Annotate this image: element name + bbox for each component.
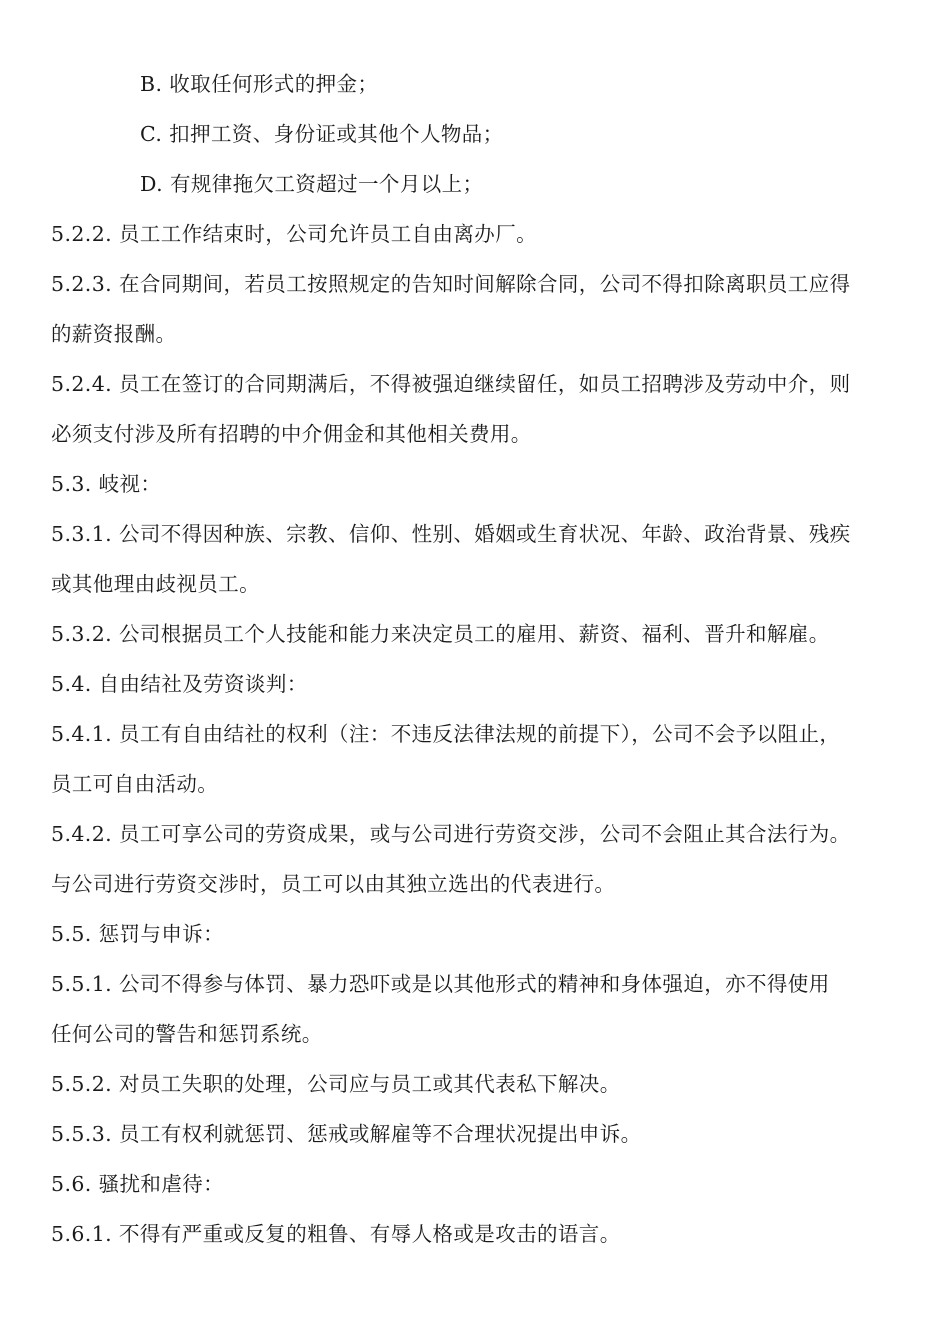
clause-5-4-1-cont: 员工可自由活动。 <box>51 772 219 796</box>
clause-5-4-2: 5.4.2. 员工可享公司的劳资成果，或与公司进行劳资交涉，公司不会阻止其合法行为。 <box>51 822 851 846</box>
clause-5-2-4: 5.2.4. 员工在签订的合同期满后，不得被强迫继续留任，如员工招聘涉及劳动中介，则 <box>51 372 851 396</box>
clause-5-2-3: 5.2.3. 在合同期间，若员工按照规定的告知时间解除合同，公司不得扣除离职员工应得 <box>51 272 851 296</box>
clause-5-5-3: 5.5.3. 员工有权利就惩罚、惩戒或解雇等不合理状况提出申诉。 <box>51 1122 642 1146</box>
section-5-6-heading: 5.6. 骚扰和虐待： <box>51 1172 225 1196</box>
list-item-b: B. 收取任何形式的押金； <box>140 72 379 96</box>
clause-5-3-1-cont: 或其他理由歧视员工。 <box>51 572 260 596</box>
section-5-5-heading: 5.5. 惩罚与申诉： <box>51 922 225 946</box>
section-5-3-heading: 5.3. 岐视： <box>51 472 162 496</box>
clause-5-3-2: 5.3.2. 公司根据员工个人技能和能力来决定员工的雇用、薪资、福利、晋升和解雇。 <box>51 622 830 646</box>
clause-5-2-2: 5.2.2. 员工工作结束时，公司允许员工自由离办厂。 <box>51 222 537 246</box>
clause-5-6-1: 5.6.1. 不得有严重或反复的粗鲁、有辱人格或是攻击的语言。 <box>51 1222 621 1246</box>
list-item-d: D. 有规律拖欠工资超过一个月以上； <box>140 172 484 196</box>
list-item-c: C. 扣押工资、身份证或其他个人物品； <box>140 122 504 146</box>
clause-5-5-1: 5.5.1. 公司不得参与体罚、暴力恐吓或是以其他形式的精神和身体强迫，亦不得使用 <box>51 972 830 996</box>
clause-5-2-4-cont: 必须支付涉及所有招聘的中介佣金和其他相关费用。 <box>51 422 532 446</box>
clause-5-5-1-cont: 任何公司的警告和惩罚系统。 <box>51 1022 323 1046</box>
section-5-4-heading: 5.4. 自由结社及劳资谈判： <box>51 672 308 696</box>
clause-5-4-1: 5.4.1. 员工有自由结社的权利（注：不违反法律法规的前提下），公司不会予以阻止， <box>51 722 841 746</box>
clause-5-2-3-cont: 的薪资报酬。 <box>51 322 177 346</box>
clause-5-5-2: 5.5.2. 对员工失职的处理，公司应与员工或其代表私下解决。 <box>51 1072 621 1096</box>
clause-5-3-1: 5.3.1. 公司不得因种族、宗教、信仰、性别、婚姻或生育状况、年龄、政治背景、残疾 <box>51 522 851 546</box>
clause-5-4-2-cont: 与公司进行劳资交涉时，员工可以由其独立选出的代表进行。 <box>51 872 616 896</box>
